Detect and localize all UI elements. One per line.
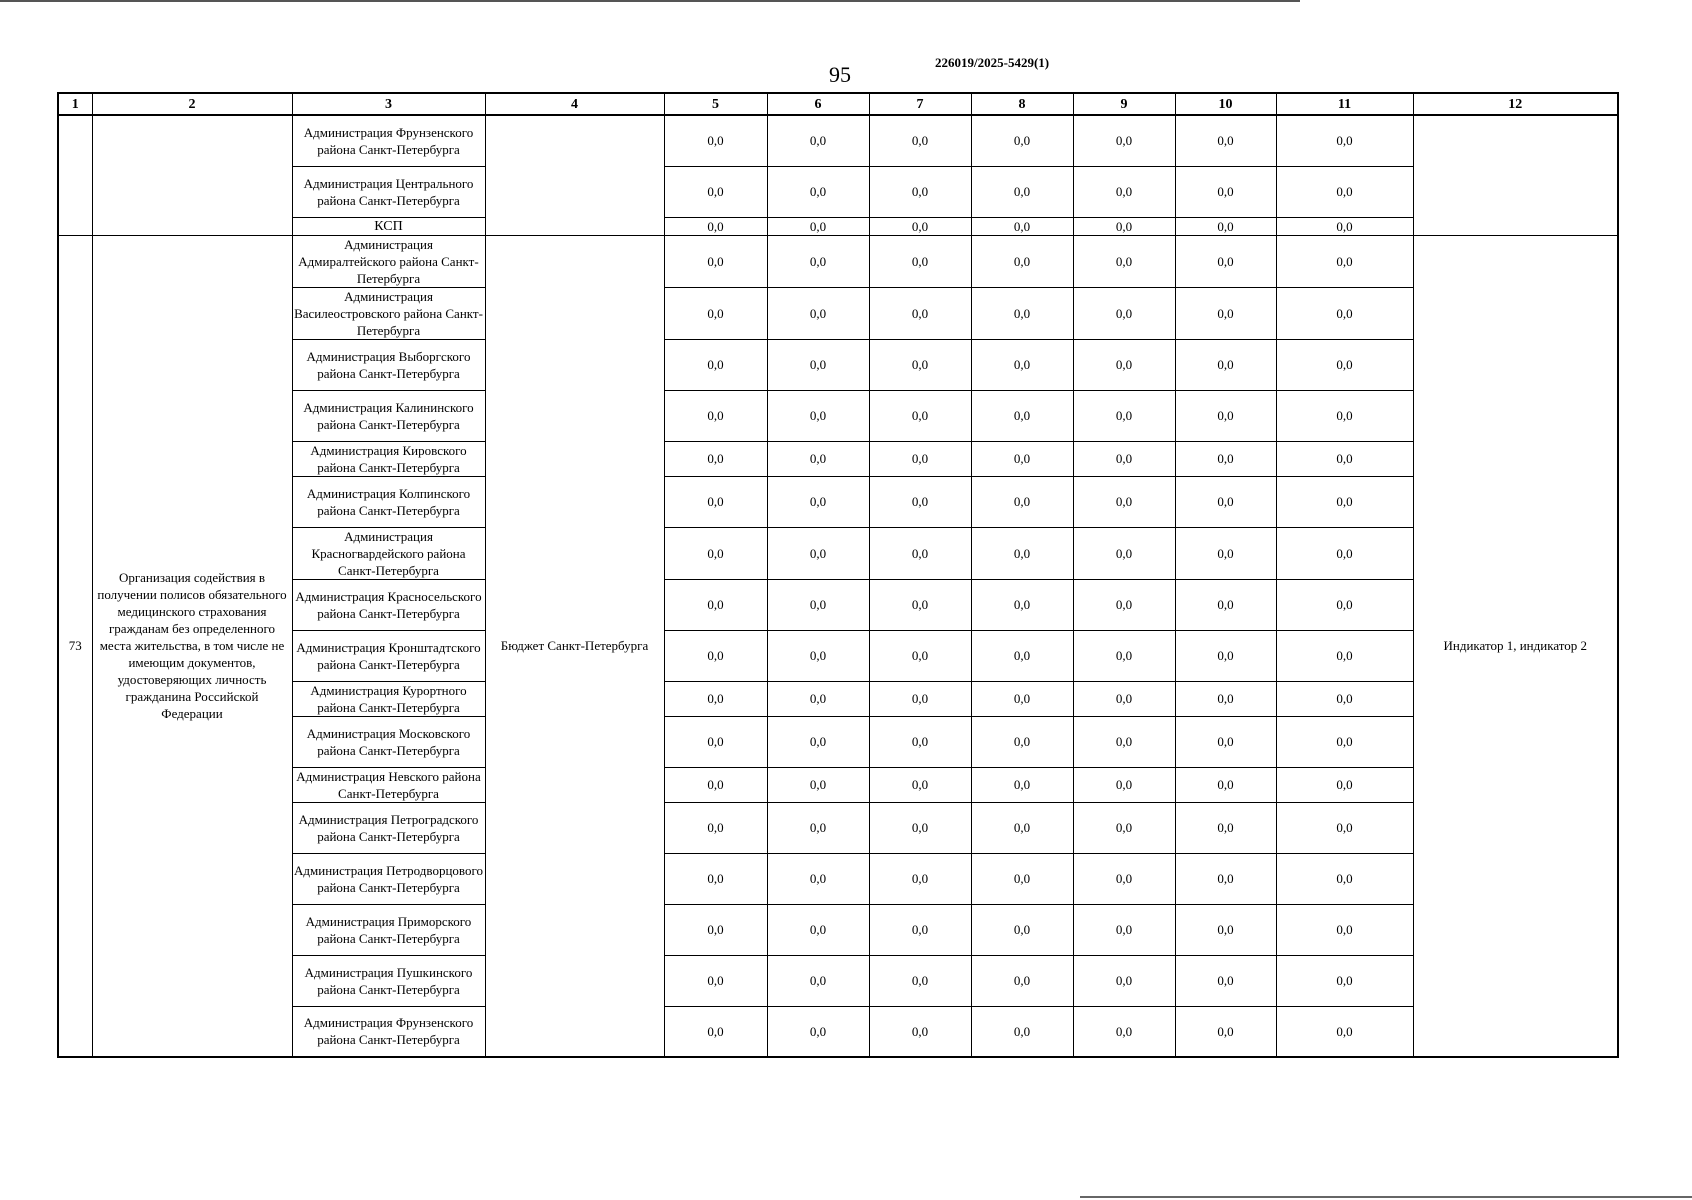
value-cell-col-8: 0,0 xyxy=(971,904,1073,955)
value-cell-col-10: 0,0 xyxy=(1175,217,1276,235)
value-cell-col-9: 0,0 xyxy=(1073,802,1175,853)
table-row xyxy=(58,390,1618,441)
value-cell-col-9: 0,0 xyxy=(1073,955,1175,1006)
value-cell-col-6: 0,0 xyxy=(767,853,869,904)
value-cell-col-7: 0,0 xyxy=(869,716,971,767)
table-row xyxy=(58,767,1618,802)
value-cell-col-6: 0,0 xyxy=(767,339,869,390)
value-cell-col-6: 0,0 xyxy=(767,166,869,217)
column-header-10: 10 xyxy=(1175,93,1276,115)
table-row xyxy=(58,681,1618,716)
value-cell-col-8: 0,0 xyxy=(971,476,1073,527)
value-cell-col-8: 0,0 xyxy=(971,390,1073,441)
value-cell-col-10: 0,0 xyxy=(1175,579,1276,630)
value-cell-col-6: 0,0 xyxy=(767,716,869,767)
value-cell-col-11: 0,0 xyxy=(1276,955,1413,1006)
value-cell-col-10: 0,0 xyxy=(1175,166,1276,217)
value-cell-col-7: 0,0 xyxy=(869,1006,971,1057)
value-cell-col-8: 0,0 xyxy=(971,716,1073,767)
value-cell-col-11: 0,0 xyxy=(1276,441,1413,476)
table-row xyxy=(58,235,1618,287)
value-cell-col-9: 0,0 xyxy=(1073,579,1175,630)
value-cell-col-6: 0,0 xyxy=(767,441,869,476)
value-cell-col-9: 0,0 xyxy=(1073,339,1175,390)
value-cell-col-11: 0,0 xyxy=(1276,716,1413,767)
value-cell-col-9: 0,0 xyxy=(1073,217,1175,235)
value-cell-col-5: 0,0 xyxy=(664,681,767,716)
column-header-6: 6 xyxy=(767,93,869,115)
value-cell-col-7: 0,0 xyxy=(869,802,971,853)
program-table xyxy=(57,92,1619,1058)
value-cell-col-11: 0,0 xyxy=(1276,853,1413,904)
table-row xyxy=(58,630,1618,681)
value-cell-col-10: 0,0 xyxy=(1175,955,1276,1006)
value-cell-col-9: 0,0 xyxy=(1073,681,1175,716)
value-cell-col-8: 0,0 xyxy=(971,1006,1073,1057)
value-cell-col-5: 0,0 xyxy=(664,527,767,579)
value-cell-col-8: 0,0 xyxy=(971,339,1073,390)
value-cell-col-9: 0,0 xyxy=(1073,166,1175,217)
value-cell-col-9: 0,0 xyxy=(1073,287,1175,339)
responsible-executor: Администрация Калининского района Санкт-Петербурга xyxy=(292,390,485,441)
table-row xyxy=(58,579,1618,630)
value-cell-col-6: 0,0 xyxy=(767,955,869,1006)
value-cell-col-6: 0,0 xyxy=(767,904,869,955)
document-id: 226019/2025-5429(1) xyxy=(935,55,1050,70)
value-cell-col-6: 0,0 xyxy=(767,235,869,287)
column-header-9: 9 xyxy=(1073,93,1175,115)
table-row xyxy=(58,476,1618,527)
row-number-cell: 73 xyxy=(58,235,92,1057)
value-cell-col-6: 0,0 xyxy=(767,681,869,716)
value-cell-col-5: 0,0 xyxy=(664,476,767,527)
value-cell-col-10: 0,0 xyxy=(1175,767,1276,802)
value-cell-col-7: 0,0 xyxy=(869,287,971,339)
value-cell-col-8: 0,0 xyxy=(971,166,1073,217)
value-cell-col-8: 0,0 xyxy=(971,681,1073,716)
value-cell-col-9: 0,0 xyxy=(1073,630,1175,681)
value-cell-col-11: 0,0 xyxy=(1276,904,1413,955)
value-cell-col-11: 0,0 xyxy=(1276,166,1413,217)
column-header-7: 7 xyxy=(869,93,971,115)
responsible-executor: Администрация Василеостровского района Санкт-Петербурга xyxy=(292,287,485,339)
value-cell-col-8: 0,0 xyxy=(971,441,1073,476)
value-cell-col-9: 0,0 xyxy=(1073,476,1175,527)
table-row xyxy=(58,115,1618,166)
value-cell-col-10: 0,0 xyxy=(1175,339,1276,390)
value-cell-col-9: 0,0 xyxy=(1073,767,1175,802)
value-cell-col-6: 0,0 xyxy=(767,476,869,527)
value-cell-col-11: 0,0 xyxy=(1276,339,1413,390)
column-header-3: 3 xyxy=(292,93,485,115)
top-rule xyxy=(0,0,1300,2)
responsible-executor: Администрация Петроградского района Санкт-Петербурга xyxy=(292,802,485,853)
value-cell-col-6: 0,0 xyxy=(767,287,869,339)
column-header-1: 1 xyxy=(58,93,92,115)
responsible-executor: Администрация Красногвардейского района Санкт-Петербурга xyxy=(292,527,485,579)
value-cell-col-8: 0,0 xyxy=(971,767,1073,802)
value-cell-col-8: 0,0 xyxy=(971,579,1073,630)
value-cell-col-5: 0,0 xyxy=(664,339,767,390)
value-cell-col-7: 0,0 xyxy=(869,390,971,441)
value-cell-col-10: 0,0 xyxy=(1175,716,1276,767)
value-cell-col-9: 0,0 xyxy=(1073,390,1175,441)
value-cell-col-5: 0,0 xyxy=(664,853,767,904)
value-cell-col-7: 0,0 xyxy=(869,166,971,217)
responsible-executor: Администрация Колпинского района Санкт-Петербурга xyxy=(292,476,485,527)
value-cell-col-5: 0,0 xyxy=(664,767,767,802)
value-cell-col-11: 0,0 xyxy=(1276,802,1413,853)
value-cell-col-8: 0,0 xyxy=(971,217,1073,235)
table-row xyxy=(58,1006,1618,1057)
value-cell-col-11: 0,0 xyxy=(1276,1006,1413,1057)
column-header-4: 4 xyxy=(485,93,664,115)
value-cell-col-6: 0,0 xyxy=(767,1006,869,1057)
value-cell-col-7: 0,0 xyxy=(869,476,971,527)
value-cell-col-5: 0,0 xyxy=(664,441,767,476)
responsible-executor: Администрация Невского района Санкт-Петербурга xyxy=(292,767,485,802)
value-cell-col-10: 0,0 xyxy=(1175,441,1276,476)
table-row xyxy=(58,955,1618,1006)
value-cell-col-10: 0,0 xyxy=(1175,390,1276,441)
value-cell-col-5: 0,0 xyxy=(664,390,767,441)
value-cell-col-10: 0,0 xyxy=(1175,115,1276,166)
column-header-8: 8 xyxy=(971,93,1073,115)
value-cell-col-5: 0,0 xyxy=(664,716,767,767)
value-cell-col-7: 0,0 xyxy=(869,853,971,904)
value-cell-col-5: 0,0 xyxy=(664,630,767,681)
value-cell-col-5: 0,0 xyxy=(664,287,767,339)
value-cell-col-11: 0,0 xyxy=(1276,681,1413,716)
value-cell-col-6: 0,0 xyxy=(767,630,869,681)
responsible-executor: Администрация Кировского района Санкт-Петербурга xyxy=(292,441,485,476)
indicator-cell xyxy=(1413,115,1618,235)
column-header-2: 2 xyxy=(92,93,292,115)
value-cell-col-6: 0,0 xyxy=(767,802,869,853)
value-cell-col-9: 0,0 xyxy=(1073,853,1175,904)
source-cell xyxy=(485,115,664,235)
value-cell-col-11: 0,0 xyxy=(1276,287,1413,339)
value-cell-col-7: 0,0 xyxy=(869,115,971,166)
value-cell-col-6: 0,0 xyxy=(767,579,869,630)
value-cell-col-9: 0,0 xyxy=(1073,527,1175,579)
value-cell-col-8: 0,0 xyxy=(971,630,1073,681)
value-cell-col-5: 0,0 xyxy=(664,802,767,853)
responsible-executor: Администрация Петродворцового района Санкт-Петербурга xyxy=(292,853,485,904)
header-row xyxy=(58,93,1618,115)
value-cell-col-8: 0,0 xyxy=(971,235,1073,287)
responsible-executor: Администрация Московского района Санкт-Петербурга xyxy=(292,716,485,767)
table-row xyxy=(58,441,1618,476)
value-cell-col-8: 0,0 xyxy=(971,287,1073,339)
value-cell-col-11: 0,0 xyxy=(1276,579,1413,630)
value-cell-col-9: 0,0 xyxy=(1073,115,1175,166)
table-row xyxy=(58,339,1618,390)
table-row xyxy=(58,853,1618,904)
bottom-rule xyxy=(1080,1196,1692,1198)
value-cell-col-7: 0,0 xyxy=(869,527,971,579)
value-cell-col-8: 0,0 xyxy=(971,802,1073,853)
value-cell-col-10: 0,0 xyxy=(1175,235,1276,287)
table-row xyxy=(58,802,1618,853)
value-cell-col-11: 0,0 xyxy=(1276,630,1413,681)
page-number: 95 xyxy=(829,62,851,87)
value-cell-col-7: 0,0 xyxy=(869,681,971,716)
value-cell-col-6: 0,0 xyxy=(767,390,869,441)
value-cell-col-10: 0,0 xyxy=(1175,853,1276,904)
value-cell-col-9: 0,0 xyxy=(1073,235,1175,287)
value-cell-col-11: 0,0 xyxy=(1276,476,1413,527)
value-cell-col-10: 0,0 xyxy=(1175,630,1276,681)
value-cell-col-9: 0,0 xyxy=(1073,1006,1175,1057)
value-cell-col-11: 0,0 xyxy=(1276,217,1413,235)
table-row xyxy=(58,716,1618,767)
column-header-11: 11 xyxy=(1276,93,1413,115)
value-cell-col-5: 0,0 xyxy=(664,166,767,217)
value-cell-col-6: 0,0 xyxy=(767,527,869,579)
value-cell-col-5: 0,0 xyxy=(664,1006,767,1057)
value-cell-col-7: 0,0 xyxy=(869,904,971,955)
value-cell-col-10: 0,0 xyxy=(1175,476,1276,527)
responsible-executor: КСП xyxy=(292,217,485,235)
value-cell-col-9: 0,0 xyxy=(1073,441,1175,476)
table-row xyxy=(58,287,1618,339)
column-header-12: 12 xyxy=(1413,93,1618,115)
value-cell-col-11: 0,0 xyxy=(1276,115,1413,166)
column-header-5: 5 xyxy=(664,93,767,115)
value-cell-col-9: 0,0 xyxy=(1073,904,1175,955)
responsible-executor: Администрация Выборгского района Санкт-Петербурга xyxy=(292,339,485,390)
value-cell-col-5: 0,0 xyxy=(664,115,767,166)
value-cell-col-10: 0,0 xyxy=(1175,1006,1276,1057)
value-cell-col-7: 0,0 xyxy=(869,339,971,390)
value-cell-col-8: 0,0 xyxy=(971,955,1073,1006)
value-cell-col-7: 0,0 xyxy=(869,630,971,681)
value-cell-col-5: 0,0 xyxy=(664,217,767,235)
value-cell-col-6: 0,0 xyxy=(767,217,869,235)
value-cell-col-5: 0,0 xyxy=(664,904,767,955)
measure-cell xyxy=(92,115,292,235)
table-row xyxy=(58,166,1618,217)
value-cell-col-10: 0,0 xyxy=(1175,287,1276,339)
responsible-executor: Администрация Кронштадтского района Санкт-Петербурга xyxy=(292,630,485,681)
value-cell-col-8: 0,0 xyxy=(971,527,1073,579)
table-row xyxy=(58,527,1618,579)
value-cell-col-11: 0,0 xyxy=(1276,235,1413,287)
value-cell-col-7: 0,0 xyxy=(869,235,971,287)
responsible-executor: Администрация Курортного района Санкт-Петербурга xyxy=(292,681,485,716)
value-cell-col-11: 0,0 xyxy=(1276,390,1413,441)
value-cell-col-11: 0,0 xyxy=(1276,527,1413,579)
value-cell-col-9: 0,0 xyxy=(1073,716,1175,767)
value-cell-col-5: 0,0 xyxy=(664,235,767,287)
table-row xyxy=(58,217,1618,235)
value-cell-col-10: 0,0 xyxy=(1175,681,1276,716)
value-cell-col-8: 0,0 xyxy=(971,115,1073,166)
value-cell-col-6: 0,0 xyxy=(767,115,869,166)
value-cell-col-7: 0,0 xyxy=(869,767,971,802)
responsible-executor: Администрация Фрунзенского района Санкт-Петербурга xyxy=(292,115,485,166)
value-cell-col-5: 0,0 xyxy=(664,955,767,1006)
indicator-cell: Индикатор 1, индикатор 2 xyxy=(1413,235,1618,1057)
value-cell-col-5: 0,0 xyxy=(664,579,767,630)
source-cell: Бюджет Санкт-Петербурга xyxy=(485,235,664,1057)
responsible-executor: Администрация Адмиралтейского района Санкт-Петербурга xyxy=(292,235,485,287)
value-cell-col-6: 0,0 xyxy=(767,767,869,802)
value-cell-col-7: 0,0 xyxy=(869,579,971,630)
value-cell-col-10: 0,0 xyxy=(1175,802,1276,853)
responsible-executor: Администрация Пушкинского района Санкт-Петербурга xyxy=(292,955,485,1006)
value-cell-col-10: 0,0 xyxy=(1175,527,1276,579)
value-cell-col-11: 0,0 xyxy=(1276,767,1413,802)
value-cell-col-7: 0,0 xyxy=(869,441,971,476)
value-cell-col-7: 0,0 xyxy=(869,955,971,1006)
responsible-executor: Администрация Красносельского района Санкт-Петербурга xyxy=(292,579,485,630)
value-cell-col-7: 0,0 xyxy=(869,217,971,235)
responsible-executor: Администрация Фрунзенского района Санкт-Петербурга xyxy=(292,1006,485,1057)
value-cell-col-8: 0,0 xyxy=(971,853,1073,904)
table-row xyxy=(58,904,1618,955)
responsible-executor: Администрация Центрального района Санкт-Петербурга xyxy=(292,166,485,217)
measure-cell: Организация содействия в получении полисов обязательного медицинского страхования гражданам без определенного места жительства, в том числе не имеющим документов, удостоверяющих личность гражданина Российской Федерации xyxy=(92,235,292,1057)
row-number-cell xyxy=(58,115,92,235)
value-cell-col-10: 0,0 xyxy=(1175,904,1276,955)
responsible-executor: Администрация Приморского района Санкт-Петербурга xyxy=(292,904,485,955)
